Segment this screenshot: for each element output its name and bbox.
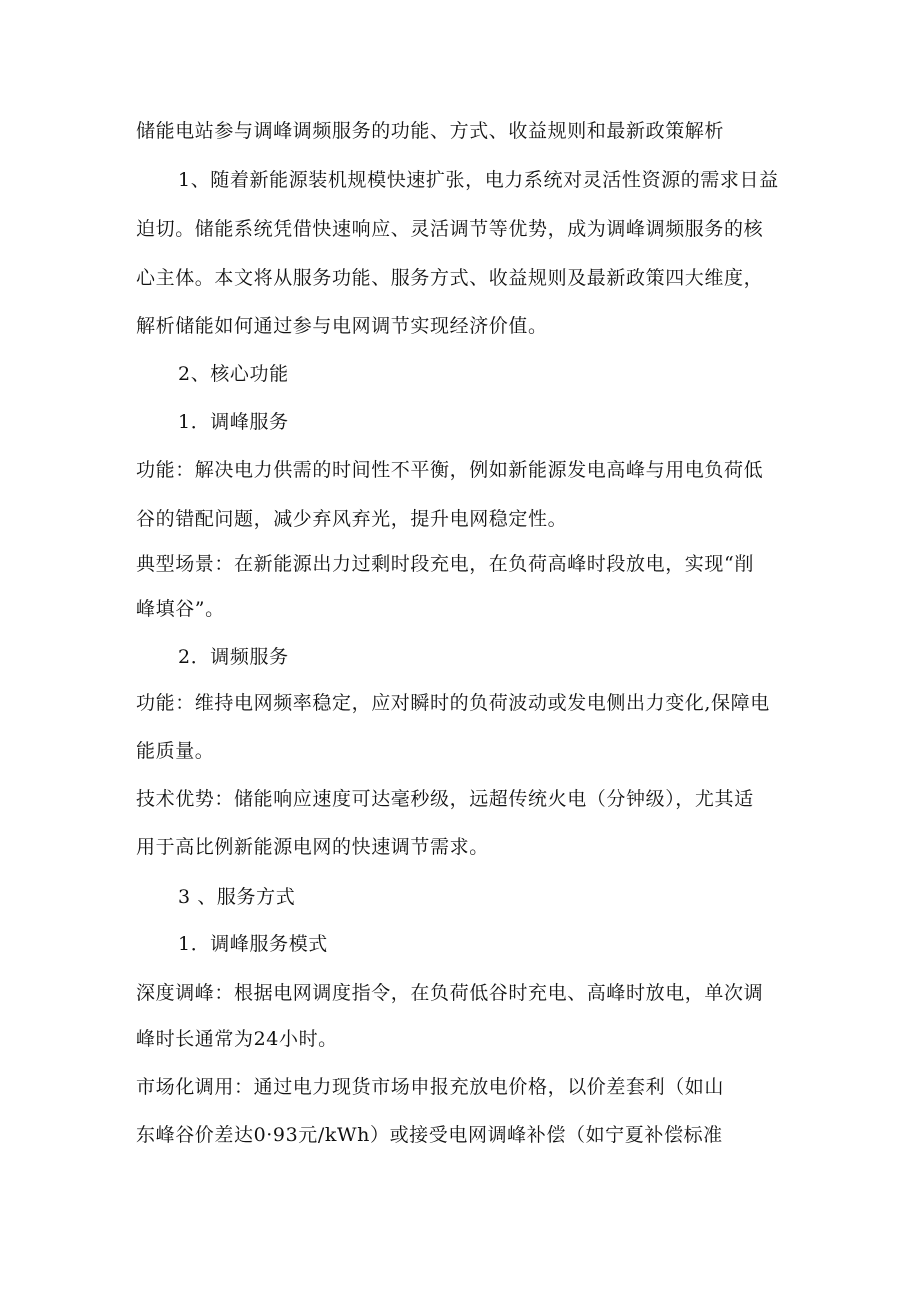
subheading-peak-service-mode: 1．调峰服务模式: [178, 933, 328, 955]
market-line-2: 东峰谷价差达0·93元/kWh）或接受电网调峰补偿（如宁夏补偿标准: [136, 1124, 723, 1146]
deep-peak-line-1: 深度调峰：根据电网调度指令，在负荷低谷时充电、高峰时放电，单次调: [136, 982, 764, 1004]
freq-tech-line-1: 技术优势：储能响应速度可达毫秒级，远超传统火电（分钟级），尤其适: [136, 788, 754, 810]
freq-function-line-1: 功能：维持电网频率稳定，应对瞬时的负荷波动或发电侧出力变化,保障电: [136, 692, 770, 714]
peak-scene-line-1: 典型场景：在新能源出力过剩时段充电，在负荷高峰时段放电，实现“削: [136, 553, 754, 575]
document-title: 储能电站参与调峰调频服务的功能、方式、收益规则和最新政策解析: [136, 120, 725, 142]
section-heading-service-modes: 3 、服务方式: [178, 886, 296, 908]
subheading-frequency-regulation: 2．调频服务: [178, 646, 289, 668]
freq-tech-line-2: 用于高比例新能源电网的快速调节需求。: [136, 836, 489, 858]
peak-scene-line-2: 峰填谷”。: [136, 598, 225, 620]
deep-peak-line-2: 峰时长通常为24小时。: [136, 1028, 338, 1050]
subheading-peak-shaving: 1．调峰服务: [178, 411, 289, 433]
peak-function-line-2: 谷的错配问题，减少弃风弃光，提升电网稳定性。: [136, 508, 568, 530]
intro-line-1: 1、随着新能源装机规模快速扩张，电力系统对灵活性资源的需求日益: [178, 169, 779, 191]
market-line-1: 市场化调用：通过电力现货市场申报充放电价格，以价差套利（如山: [136, 1076, 725, 1098]
section-heading-core-functions: 2、核心功能: [178, 363, 289, 385]
freq-function-line-2: 能质量。: [136, 740, 215, 762]
peak-function-line-1: 功能：解决电力供需的时间性不平衡，例如新能源发电高峰与用电负荷低: [136, 459, 764, 481]
intro-line-2: 迫切。储能系统凭借快速响应、灵活调节等优势，成为调峰调频服务的核: [136, 218, 764, 240]
intro-line-3: 心主体。本文将从服务功能、服务方式、收益规则及最新政策四大维度，: [136, 267, 764, 289]
intro-line-4: 解析储能如何通过参与电网调节实现经济价值。: [136, 315, 548, 337]
